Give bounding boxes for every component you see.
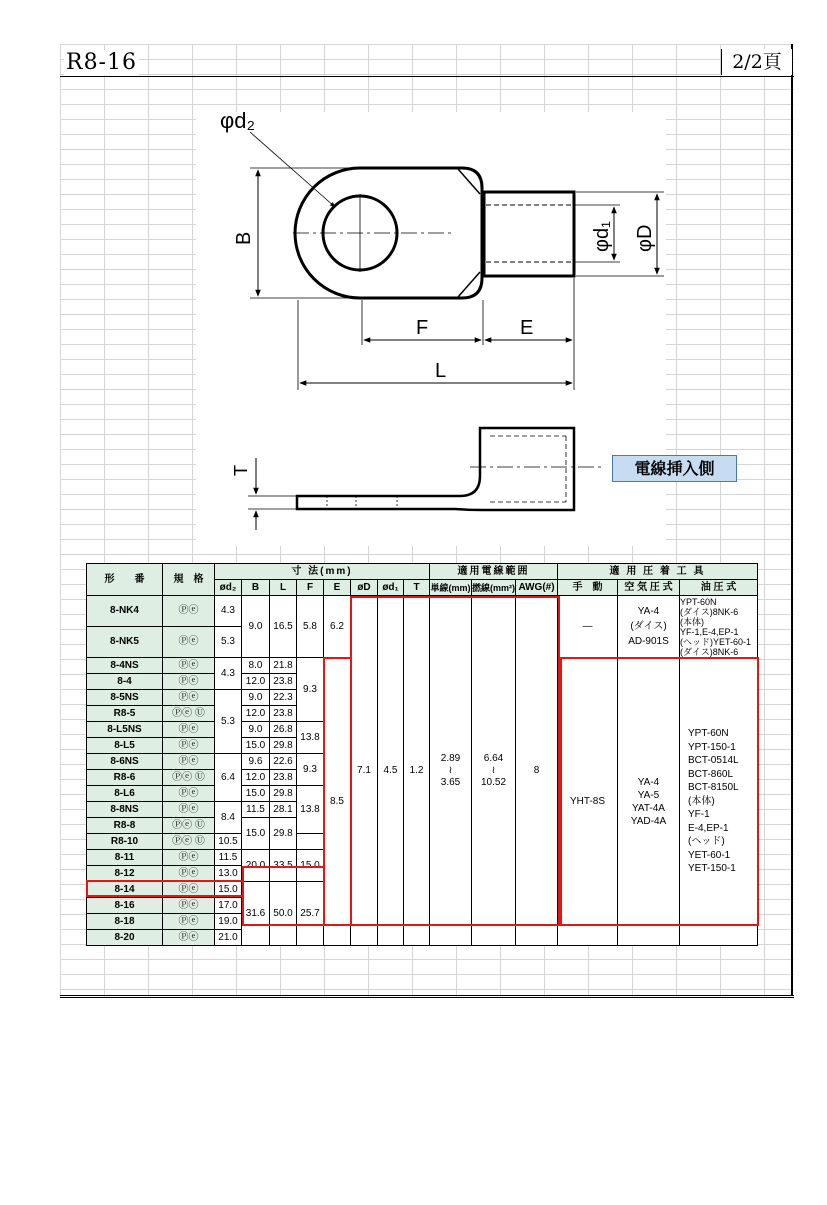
standard-cell: Ⓟⓔ [163,627,215,658]
standard-cell: Ⓟⓔ [163,898,215,914]
hyd-2: YPT-150-1 [688,741,736,753]
label-F: F [416,317,429,339]
B-cell: 20.0 [242,850,270,882]
L-cell: 22.6 [270,754,297,770]
d2-cell: 15.0 [215,882,242,898]
L-cell: 16.5 [270,596,297,658]
single-tilde: ≀ [448,764,453,776]
stranded-wire-cell [472,596,516,946]
L-cell: 23.8 [270,674,297,690]
hyd-1: YPT-60N [688,728,729,740]
model-cell: 8-NK4 [87,596,163,627]
bottom-double-line [60,995,794,998]
standard-cell: Ⓟⓔ [163,738,215,754]
model-cell: R8-6 [87,770,163,786]
header-pneumatic: 空 気 圧 式 [618,580,680,596]
L-cell: 23.8 [270,770,297,786]
hydraulic-tool-cell [680,658,758,946]
standard-cell: Ⓟⓔ Ⓤ [163,834,215,850]
d2-cell: 4.3 [215,658,242,690]
F-cell: 5.8 [297,596,324,658]
hyd-4: BCT-860L [688,768,734,780]
d2-cell: 4.3 [215,596,242,627]
hydraulic-tool-nk [680,596,758,658]
hyd-nk-1: YPT-60N [680,596,717,607]
standard-cell: Ⓟⓔ [163,674,215,690]
hyd-10: YET-60-1 [688,849,731,861]
T-cell: 1.2 [404,596,430,946]
model-cell: 8-16 [87,898,163,914]
D-cell: 7.1 [351,596,378,946]
header-tools: 適 用 圧 着 工 具 [558,564,758,580]
pneu-nk-2: (ダイス) [630,621,667,632]
F-cell: 15.0 [297,850,324,882]
single-min: 2.89 [440,752,461,764]
header-T: T [404,580,430,596]
F-cell [297,834,324,850]
d2-cell: 11.5 [215,850,242,866]
pneu-2: YA-5 [637,789,660,801]
header-single: 単線(mm) [430,580,472,596]
stranded-max: 10.52 [480,776,507,788]
awg-cell: 8 [516,596,558,946]
header-wire-range: 適用電線範囲 [430,564,558,580]
standard-cell: Ⓟⓔ [163,690,215,706]
label-d1: φd₁ [591,221,613,252]
single-max: 3.65 [440,776,461,788]
B-cell: 9.0 [242,596,270,658]
header-awg: AWG(#) [516,580,558,596]
table-header-row-1 [87,564,758,580]
B-cell: 8.0 [242,658,270,674]
standard-cell: Ⓟⓔ Ⓤ [163,770,215,786]
L-cell: 29.8 [270,738,297,754]
side-view-outline [297,428,574,510]
hyd-7: YF-1 [688,809,710,821]
pneu-4: YAD-4A [630,815,667,827]
label-B: B [233,231,255,245]
standard-cell: Ⓟⓔ [163,786,215,802]
manual-tool-cell: YHT-8S [558,658,618,946]
label-D: φD [634,224,656,252]
hyd-nk-3: (本体) [680,616,704,627]
stranded-min: 6.64 [483,752,504,764]
B-cell: 31.6 [242,882,270,946]
L-cell: 29.8 [270,818,297,850]
model-cell: R8-8 [87,818,163,834]
header-dimensions: 寸 法(mm) [215,564,430,580]
model-cell: R8-10 [87,834,163,850]
header-model: 形 番 [87,564,163,596]
model-cell: R8-5 [87,706,163,722]
F-cell: 13.8 [297,722,324,754]
model-cell: 8-11 [87,850,163,866]
hyd-8: E-4,EP-1 [688,822,729,834]
document-title: R8-16 [66,50,137,75]
standard-cell: Ⓟⓔ Ⓤ [163,818,215,834]
header-B: B [242,580,270,596]
header-stranded: 撚線(mm²) [472,580,516,596]
pneumatic-tool-cell [618,658,680,946]
hyd-nk-6: (ダイス)8NK-6 [680,646,739,657]
model-cell: 8-L5NS [87,722,163,738]
d2-cell: 8.4 [215,802,242,834]
header-manual: 手 動 [558,580,618,596]
model-cell: 8-8NS [87,802,163,818]
B-cell: 9.0 [242,690,270,706]
title-divider [60,76,794,77]
B-cell: 9.6 [242,754,270,770]
d1-cell: 4.5 [378,596,404,946]
model-cell: 8-NK5 [87,627,163,658]
L-cell: 23.8 [270,706,297,722]
pneu-nk-1: YA-4 [637,606,660,617]
hyd-nk-5: (ヘッド)YET-60-1 [680,636,752,647]
page-number: 2/2頁 [721,49,792,75]
L-cell: 21.8 [270,658,297,674]
d2-cell: 13.0 [215,866,242,882]
standard-cell: Ⓟⓔ [163,866,215,882]
header-L: L [270,580,297,596]
F-cell: 13.8 [297,786,324,834]
d2-cell: 6.4 [215,754,242,802]
d2-cell: 19.0 [215,914,242,930]
manual-tool-nk: — [558,596,618,658]
d2-cell: 10.5 [215,834,242,850]
model-cell: 8-18 [87,914,163,930]
standard-cell: Ⓟⓔ [163,722,215,738]
standard-cell: Ⓟⓔ [163,754,215,770]
model-cell: 8-12 [87,866,163,882]
standard-cell: Ⓟⓔ Ⓤ [163,706,215,722]
E-cell: 8.5 [324,658,351,946]
header-standard: 規 格 [163,564,215,596]
B-cell: 11.5 [242,802,270,818]
model-cell: 8-L6 [87,786,163,802]
F-cell: 9.3 [297,658,324,722]
F-cell: 25.7 [297,882,324,946]
B-cell: 12.0 [242,706,270,722]
L-cell: 26.8 [270,722,297,738]
header-d1: ød₁ [378,580,404,596]
standard-cell: Ⓟⓔ [163,930,215,946]
pneumatic-tool-nk [618,596,680,658]
label-E: E [520,317,534,339]
pneu-3: YAT-4A [632,802,665,814]
L-cell: 33.5 [270,850,297,882]
model-cell: 8-6NS [87,754,163,770]
spec-table [86,563,758,946]
L-cell: 22.3 [270,690,297,706]
B-cell: 12.0 [242,674,270,690]
model-cell: 8-5NS [87,690,163,706]
label-d2: φd₂ [220,108,256,133]
pneu-nk-3: AD-901S [628,636,669,647]
label-L: L [435,360,447,382]
standard-cell: Ⓟⓔ [163,882,215,898]
standard-cell: Ⓟⓔ [163,914,215,930]
header-d2: ød₂ [215,580,242,596]
terminal-drawing [196,100,676,540]
L-cell: 28.1 [270,802,297,818]
model-cell: 8-20 [87,930,163,946]
d2-cell: 5.3 [215,627,242,658]
B-cell: 15.0 [242,738,270,754]
F-cell: 9.3 [297,754,324,786]
wire-insert-side-label: 電線挿入側 [612,455,737,482]
B-cell: 15.0 [242,786,270,802]
hyd-5: BCT-8150L [688,782,739,794]
pneu-1: YA-4 [637,776,660,788]
d2-cell: 21.0 [215,930,242,946]
L-cell: 29.8 [270,786,297,802]
d2-cell: 5.3 [215,690,242,754]
single-wire-cell [430,596,472,946]
B-cell: 9.0 [242,722,270,738]
hyd-6: (本体) [688,795,715,807]
model-cell: 8-L5 [87,738,163,754]
hyd-nk-2: (ダイス)8NK-6 [680,606,739,617]
header-D: øD [351,580,378,596]
standard-cell: Ⓟⓔ [163,802,215,818]
table-row [87,596,758,627]
B-cell: 15.0 [242,818,270,850]
L-cell: 50.0 [270,882,297,946]
hyd-9: (ヘッド) [688,836,725,848]
header-F: F [297,580,324,596]
header-E: E [324,580,351,596]
stranded-tilde: ≀ [491,764,496,776]
model-cell: 8-4 [87,674,163,690]
standard-cell: Ⓟⓔ [163,850,215,866]
E-cell: 6.2 [324,596,351,658]
model-cell: 8-14 [87,882,163,898]
header-hydraulic: 油 圧 式 [680,580,758,596]
B-cell: 12.0 [242,770,270,786]
hyd-3: BCT-0514L [688,755,739,767]
hyd-nk-4: YF-1,E-4,EP-1 [680,626,739,637]
model-cell: 8-4NS [87,658,163,674]
standard-cell: Ⓟⓔ [163,658,215,674]
hyd-11: YET-150-1 [688,863,736,875]
label-T: T [231,465,251,476]
standard-cell: Ⓟⓔ [163,596,215,627]
d2-cell: 17.0 [215,898,242,914]
